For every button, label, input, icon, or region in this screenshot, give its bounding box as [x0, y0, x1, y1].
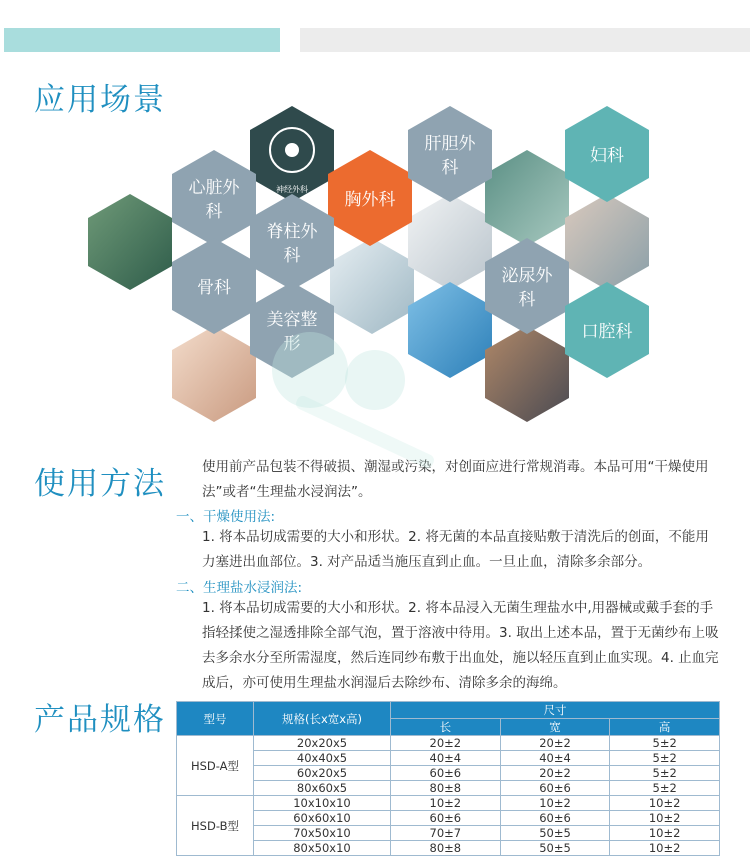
- size-cell: 80x50x10: [254, 841, 391, 856]
- spec-title: 产品规格: [34, 702, 166, 738]
- hepatobiliary-label-1: 肝胆外: [424, 134, 476, 154]
- size-cell: 60x60x10: [254, 811, 391, 826]
- height-cell: 5±2: [610, 766, 720, 781]
- operating-room-photo-hex: [330, 238, 414, 334]
- table-row: [177, 811, 720, 826]
- width-cell: 50±5: [500, 826, 610, 841]
- table-row: [177, 841, 720, 856]
- size-cell: 60x20x5: [254, 766, 391, 781]
- surgery-photo-hex: [88, 194, 172, 290]
- scenes-title: 应用场景: [34, 82, 166, 118]
- thoracic-label: 胸外科: [344, 190, 396, 210]
- height-cell: 10±2: [610, 811, 720, 826]
- size-cell: 20x20x5: [254, 736, 391, 751]
- usage-intro: 使用前产品包装不得破损、潮湿或污染，对创面应进行常规消毒。本品可用“干燥使用法”或者“生理盐水浸润法”。: [202, 459, 709, 500]
- width-cell: 20±2: [500, 736, 610, 751]
- urology-label-2: 科: [518, 290, 536, 310]
- cardiac-label-1: 心脏外: [188, 178, 240, 198]
- height-cell: 5±2: [610, 736, 720, 751]
- model-cell: HSD-B型: [177, 796, 254, 856]
- table-row: [177, 796, 720, 811]
- method1-text: 1. 将本品切成需要的大小和形状。2. 将无菌的本品直接贴敷于清洗后的创面，不能用力塞进出血部位。3. 对产品适当施压直到止血。一旦止血，清除多余部分。: [202, 529, 709, 570]
- usage-title: 使用方法: [34, 466, 166, 502]
- col-dimension: 尺寸: [391, 702, 720, 719]
- length-cell: 40±4: [391, 751, 501, 766]
- length-cell: 80±8: [391, 781, 501, 796]
- table-row: [177, 766, 720, 781]
- method1-title: 一、干燥使用法:: [176, 509, 276, 525]
- cosmetic-hex: [250, 282, 334, 378]
- table-row: [177, 781, 720, 796]
- cosmetic-face-photo-hex: [172, 326, 256, 422]
- neuro-gear-icon: [285, 143, 299, 157]
- model-cell: HSD-A型: [177, 736, 254, 796]
- height-cell: 5±2: [610, 751, 720, 766]
- stomatology-label: 口腔科: [581, 322, 633, 342]
- table-row: [177, 736, 720, 751]
- col-length: 长: [391, 719, 501, 736]
- height-cell: 10±2: [610, 841, 720, 856]
- nurses-photo-hex: [565, 194, 649, 290]
- col-height: 高: [610, 719, 720, 736]
- spec-table: [176, 701, 720, 856]
- width-cell: 40±4: [500, 751, 610, 766]
- height-cell: 10±2: [610, 826, 720, 841]
- length-cell: 60±6: [391, 811, 501, 826]
- width-cell: 60±6: [500, 811, 610, 826]
- spine-label-2: 科: [283, 246, 301, 266]
- width-cell: 10±2: [500, 796, 610, 811]
- width-cell: 50±5: [500, 841, 610, 856]
- saline-photo-hex: [408, 282, 492, 378]
- gynecology-label: 妇科: [590, 146, 624, 166]
- size-cell: 70x50x10: [254, 826, 391, 841]
- method2-title: 二、生理盐水浸润法:: [176, 580, 303, 596]
- neuro-label: 神经外科: [276, 185, 308, 194]
- hepatobiliary-label-2: 科: [441, 158, 459, 178]
- urology-hex: [485, 238, 569, 334]
- ward-photo-hex: [408, 194, 492, 290]
- length-cell: 10±2: [391, 796, 501, 811]
- size-cell: 10x10x10: [254, 796, 391, 811]
- height-cell: 10±2: [610, 796, 720, 811]
- length-cell: 20±2: [391, 736, 501, 751]
- method2-text: 1. 将本品切成需要的大小和形状。2. 将本品浸入无菌生理盐水中,用器械或戴手套的手指轻揉使之湿透排除全部气泡，置于溶液中待用。3. 取出上述本品，置于无菌纱布上吸去多余水分至所需湿度，然后连同纱布敷于出血处，施以轻压直到止血实现。4. 止血完成后，亦可使用生理盐水润湿后去除纱布、清除多余的海绵。: [202, 600, 719, 691]
- length-cell: 70±7: [391, 826, 501, 841]
- dental-clinic-photo-hex: [485, 326, 569, 422]
- size-cell: 40x40x5: [254, 751, 391, 766]
- urology-label-1: 泌尿外: [501, 266, 553, 286]
- table-row: [177, 751, 720, 766]
- hepatobiliary-hex: [408, 106, 492, 202]
- width-cell: 20±2: [500, 766, 610, 781]
- length-cell: 60±6: [391, 766, 501, 781]
- length-cell: 80±8: [391, 841, 501, 856]
- spine-label-1: 脊柱外: [266, 222, 318, 242]
- cosmetic-label-2: 形: [283, 334, 301, 354]
- orthopedics-label: 骨科: [197, 278, 231, 298]
- surgical-theater-photo-hex: [485, 150, 569, 246]
- width-cell: 60±6: [500, 781, 610, 796]
- cosmetic-label-1: 美容整: [266, 310, 318, 330]
- col-model: 型号: [177, 702, 254, 736]
- col-width: 宽: [500, 719, 610, 736]
- cardiac-label-2: 科: [205, 202, 223, 222]
- cardiac-hex: [172, 150, 256, 246]
- size-cell: 80x60x5: [254, 781, 391, 796]
- spine-hex: [250, 194, 334, 290]
- table-row: [177, 826, 720, 841]
- col-size: 规格(长x宽x高): [254, 702, 391, 736]
- height-cell: 5±2: [610, 781, 720, 796]
